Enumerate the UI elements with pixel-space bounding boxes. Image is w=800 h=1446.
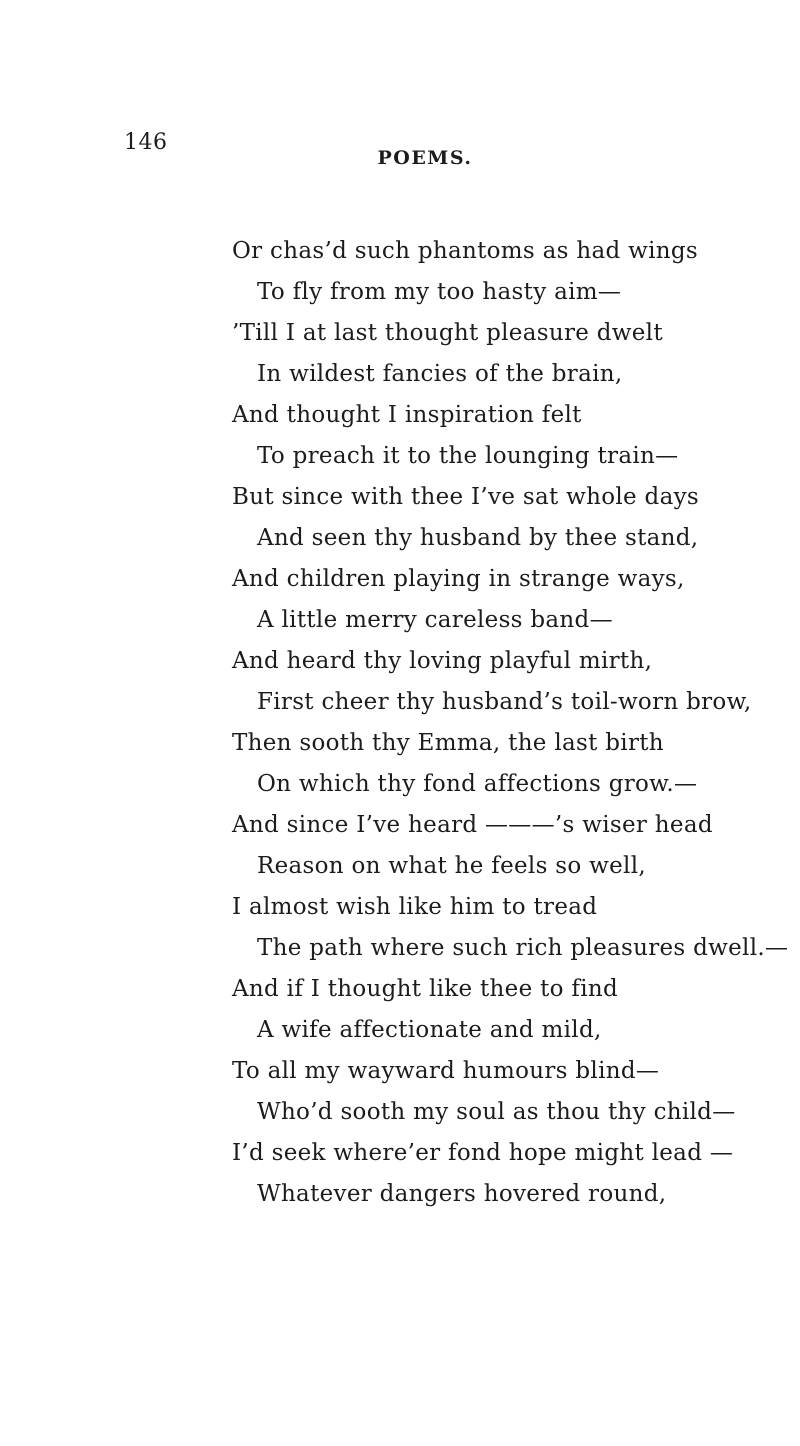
poem-line: A wife affectionate and mild, <box>257 1017 602 1043</box>
poem-line: And heard thy loving playful mirth, <box>232 648 653 674</box>
running-title-text: POEMS. <box>377 147 473 169</box>
poem-line: To all my wayward humours blind— <box>232 1058 660 1084</box>
poem-line: A little merry careless band— <box>257 607 613 633</box>
poem-line: And children playing in strange ways, <box>232 566 685 592</box>
poem-line: And thought I inspiration felt <box>232 402 582 428</box>
running-title <box>0 146 800 170</box>
poem-line: Then sooth thy Emma, the last birth <box>232 730 664 756</box>
page-number: 146 <box>124 130 168 155</box>
poem-line: ’Till I at last thought pleasure dwelt <box>232 320 663 346</box>
poem-line: But since with thee I’ve sat whole days <box>232 484 699 510</box>
poem-line: On which thy fond affections grow.— <box>257 771 698 797</box>
poem-line: To preach it to the lounging train— <box>257 443 679 469</box>
poem-line: And if I thought like thee to find <box>232 976 619 1002</box>
poem-line: Who’d sooth my soul as thou thy child— <box>257 1099 736 1125</box>
poem-line: I almost wish like him to tread <box>232 894 598 920</box>
poem-line: The path where such rich pleasures dwell.— <box>257 935 789 961</box>
poem-line: And seen thy husband by thee stand, <box>257 525 699 551</box>
poem-line: First cheer thy husband’s toil-worn brow, <box>257 689 752 715</box>
poem-line: And since I’ve heard ———’s wiser head <box>232 812 713 838</box>
poem-line: In wildest fancies of the brain, <box>257 361 623 387</box>
poem-line: Reason on what he feels so well, <box>257 853 646 879</box>
poem-line: Or chas’d such phantoms as had wings <box>232 238 698 264</box>
poem-line: Whatever dangers hovered round, <box>257 1181 667 1207</box>
poem-line: I’d seek where’er fond hope might lead — <box>232 1140 734 1166</box>
poem-line: To fly from my too hasty aim— <box>257 279 622 305</box>
